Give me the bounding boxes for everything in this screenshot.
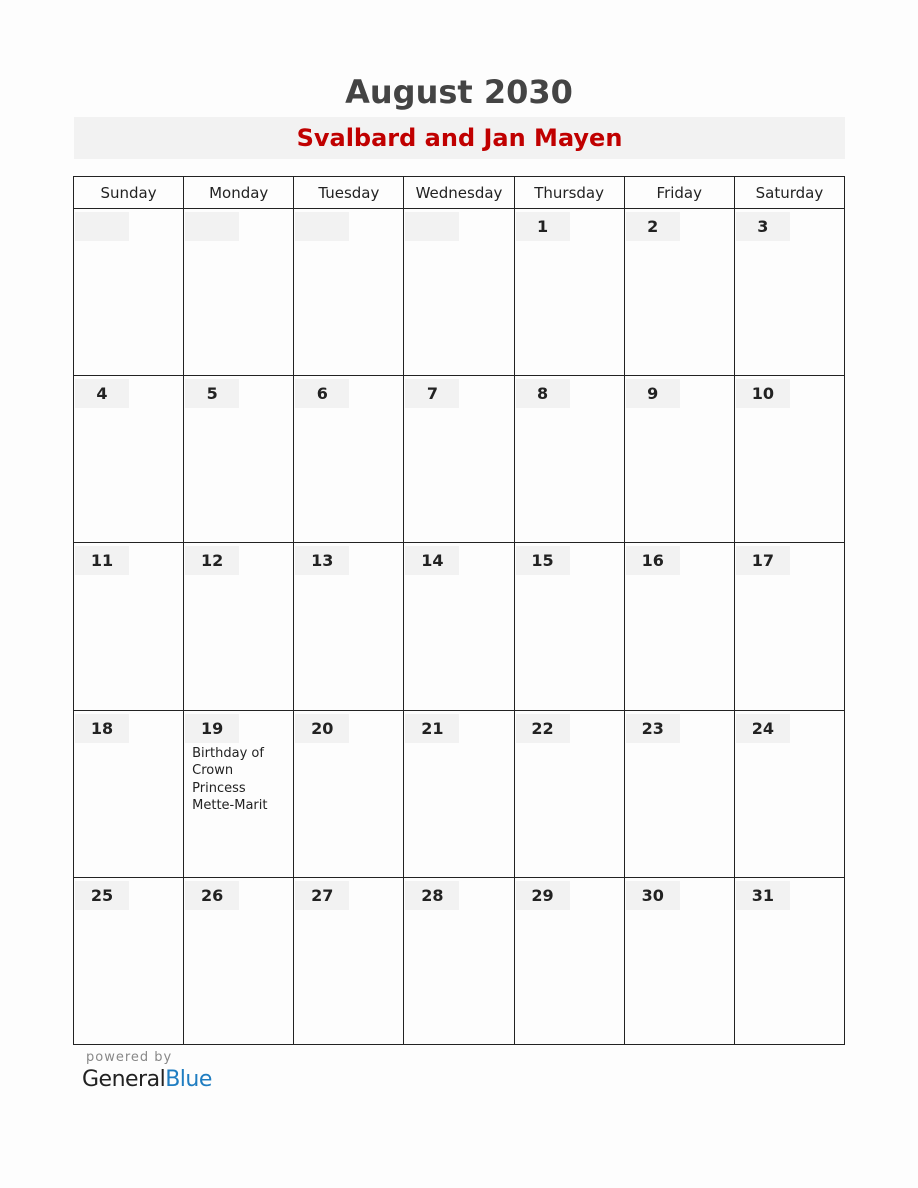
day-number: 15 <box>516 546 570 575</box>
day-number: 6 <box>295 379 349 408</box>
day-cell <box>294 543 404 710</box>
weekday-header: Wednesday <box>404 177 514 209</box>
day-cell <box>624 543 734 710</box>
day-cell <box>514 710 624 877</box>
day-number <box>75 212 129 241</box>
day-number: 3 <box>736 212 790 241</box>
day-cell <box>404 710 514 877</box>
day-number: 17 <box>736 546 790 575</box>
day-cell <box>734 209 844 376</box>
day-number: 24 <box>736 714 790 743</box>
day-cell <box>404 543 514 710</box>
day-number: 13 <box>295 546 349 575</box>
day-number: 11 <box>75 546 129 575</box>
day-cell <box>734 877 844 1044</box>
day-cell <box>74 209 184 376</box>
day-cell <box>294 710 404 877</box>
day-cell <box>184 710 294 877</box>
day-cell <box>184 543 294 710</box>
day-number: 18 <box>75 714 129 743</box>
weekday-header: Tuesday <box>294 177 404 209</box>
weekday-header: Saturday <box>734 177 844 209</box>
day-number: 25 <box>75 881 129 910</box>
day-cell <box>734 543 844 710</box>
weekday-header-row <box>74 177 845 209</box>
day-number: 2 <box>626 212 680 241</box>
calendar-grid <box>73 176 845 1045</box>
day-cell <box>404 209 514 376</box>
week-row <box>74 543 845 710</box>
week-row <box>74 209 845 376</box>
day-number: 7 <box>405 379 459 408</box>
day-cell <box>734 376 844 543</box>
weekday-header: Thursday <box>514 177 624 209</box>
calendar-body <box>74 209 845 1045</box>
day-cell <box>624 376 734 543</box>
day-cell <box>404 877 514 1044</box>
day-number: 21 <box>405 714 459 743</box>
day-cell <box>734 710 844 877</box>
day-cell <box>184 877 294 1044</box>
brand-general: General <box>82 1067 166 1092</box>
day-number: 30 <box>626 881 680 910</box>
day-number: 28 <box>405 881 459 910</box>
brand-blue: Blue <box>165 1067 212 1092</box>
day-cell <box>624 877 734 1044</box>
day-cell <box>294 376 404 543</box>
day-number <box>185 212 239 241</box>
weekday-header: Sunday <box>74 177 184 209</box>
day-cell <box>624 209 734 376</box>
month-title: August 2030 <box>345 73 573 111</box>
powered-by-text: powered by <box>86 1050 173 1065</box>
day-number: 27 <box>295 881 349 910</box>
day-number: 14 <box>405 546 459 575</box>
day-cell <box>514 543 624 710</box>
day-cell <box>514 376 624 543</box>
holiday-label: Birthday of Crown Princess Mette-Marit <box>192 745 268 814</box>
week-row <box>74 710 845 877</box>
week-row <box>74 877 845 1044</box>
day-cell <box>74 376 184 543</box>
day-number: 22 <box>516 714 570 743</box>
day-number: 31 <box>736 881 790 910</box>
day-cell <box>294 877 404 1044</box>
day-cell <box>184 209 294 376</box>
day-cell <box>74 877 184 1044</box>
day-number: 29 <box>516 881 570 910</box>
footer <box>82 1050 212 1092</box>
day-number: 5 <box>185 379 239 408</box>
country-title: Svalbard and Jan Mayen <box>296 124 623 152</box>
day-cell <box>184 376 294 543</box>
country-banner <box>74 117 845 159</box>
day-number: 8 <box>516 379 570 408</box>
day-number: 19 <box>185 714 239 743</box>
weekday-header: Monday <box>184 177 294 209</box>
day-number: 1 <box>516 212 570 241</box>
generalblue-logo[interactable] <box>82 1067 212 1092</box>
day-cell <box>514 209 624 376</box>
day-number: 26 <box>185 881 239 910</box>
day-number: 10 <box>736 379 790 408</box>
day-number: 16 <box>626 546 680 575</box>
day-number: 20 <box>295 714 349 743</box>
day-cell <box>74 543 184 710</box>
day-cell <box>514 877 624 1044</box>
day-number: 9 <box>626 379 680 408</box>
day-number <box>405 212 459 241</box>
day-cell <box>404 376 514 543</box>
day-number: 12 <box>185 546 239 575</box>
week-row <box>74 376 845 543</box>
day-number: 23 <box>626 714 680 743</box>
day-number: 4 <box>75 379 129 408</box>
day-cell <box>74 710 184 877</box>
weekday-header: Friday <box>624 177 734 209</box>
day-cell <box>624 710 734 877</box>
day-cell <box>294 209 404 376</box>
day-number <box>295 212 349 241</box>
